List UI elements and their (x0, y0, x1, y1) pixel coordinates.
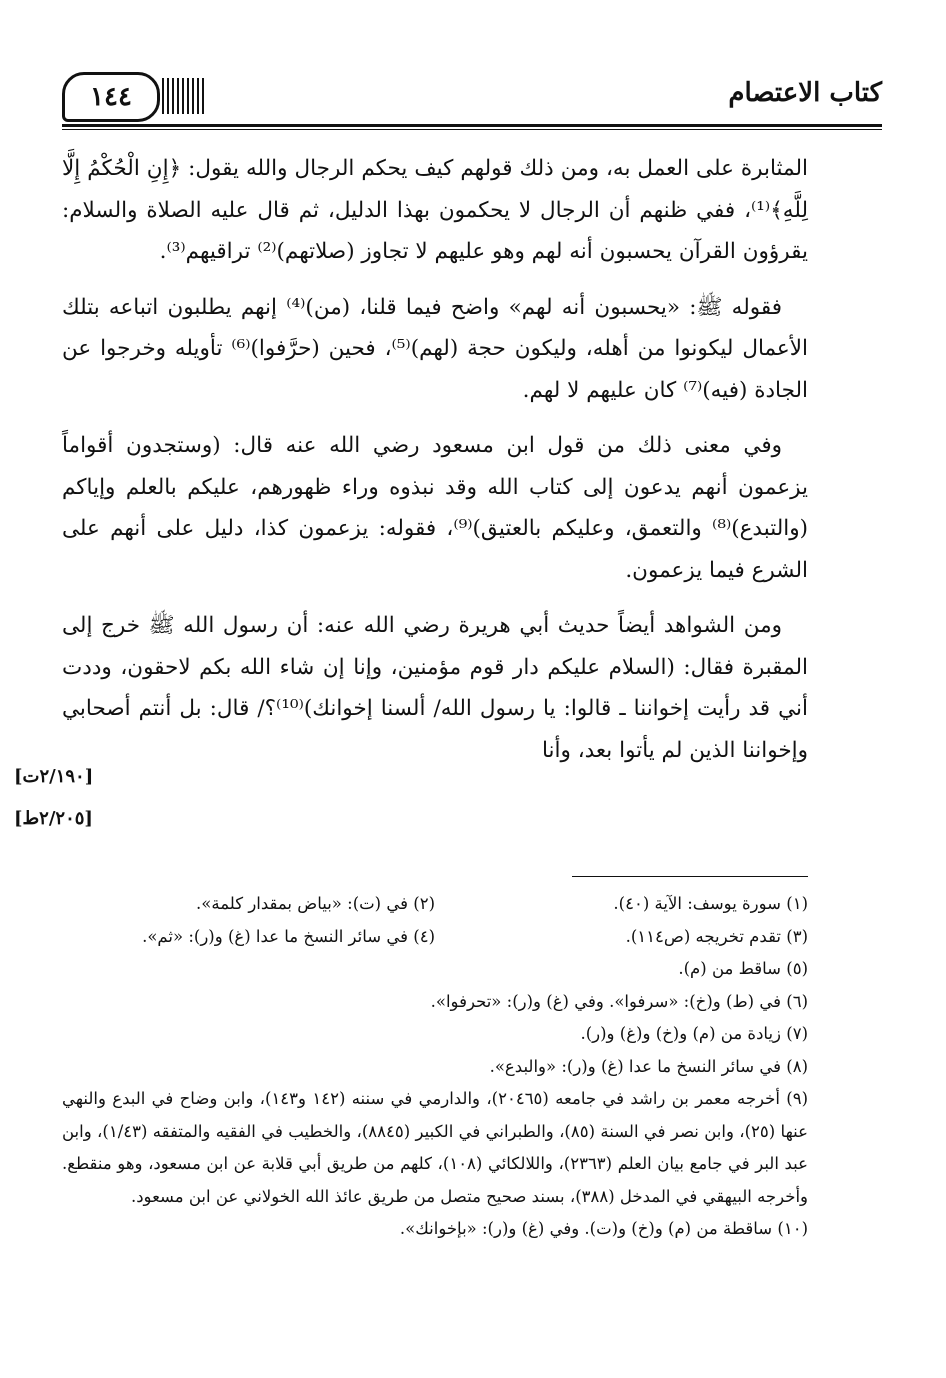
paragraph: المثابرة على العمل به، ومن ذلك قولهم كيف يحكم الرجال والله يقول: ﴿إِنِ الْحُكْمُ إِلَّا لِلَّهِ﴾⁽¹⁾، ففي ظنهم أن الرجال لا يحكمون بهذا الدليل، ثم قال عليه الصلاة والسلام: يقرؤون القرآن يحسبون أنه لهم وهو عليهم لا تجاوز (صلاتهم)⁽²⁾ تراقيهم⁽³⁾. (62, 156, 808, 264)
footnote-row (62, 953, 808, 986)
footnote: (٦) في (ط) و(خ): «سرفوا». وفي (غ) و(ر): «تحرفوا». (430, 991, 808, 1011)
footnote: (١) سورة يوسف: الآية (٤٠). (613, 894, 808, 913)
footnote-row (62, 1018, 808, 1051)
header-ornament (162, 78, 204, 114)
page-number: ١٤٤ (62, 72, 160, 122)
paragraph: وفي معنى ذلك من قول ابن مسعود رضي الله عنه قال: (وستجدون أقواماً يزعمون أنهم يدعون إلى كتاب الله وقد نبذوه وراء ظهورهم، عليكم بالعلم وإياكم (والتبدع)⁽⁸⁾ والتعمق، وعليكم بالعتيق)⁽⁹⁾، فقوله: يزعمون كذا، دليل على أنهم على الشرع فيما يزعمون. (62, 433, 808, 583)
footnotes (62, 888, 808, 1246)
footnote: (٤) في سائر النسخ ما عدا (غ) و(ر): «ثم». (142, 926, 435, 946)
footnote: (٢) في (ت): «بياض بمقدار كلمة». (196, 894, 435, 913)
paragraph: فقوله ﷺ: «يحسبون أنه لهم» واضح فيما قلنا، (من)⁽⁴⁾ إنهم يطلبون اتباعه بتلك الأعمال ليكونوا من أهله، وليكون حجة (لهم)⁽⁵⁾، فحين (حرَّفوا)⁽⁶⁾ تأويله وخرجوا عن الجادة (فيه)⁽⁷⁾ كان عليهم لا لهم. (62, 294, 808, 403)
footnote-row (62, 1213, 808, 1246)
footnote: (٩) أخرجه معمر بن راشد في جامعه (٢٠٤٦٥)، والدارمي في سننه (١٤٢ و١٤٣)، وابن وضاح في البدع والنهي عنها (٢٥)، وابن نصر في السنة (٨٥)، والطبراني في الكبير (٨٨٤٥)، والخطيب في الفقيه والمتفقه (١/٤٣)، وابن عبد البر في جامع بيان العلم (٢٣٦٣)، واللالكائي (١٠٨)، كلهم من طريق أبي قلابة عن ابن مسعود، وهو منقطع. وأخرجه البيهقي في المدخل (٣٨٨)، بسند صحيح متصل من طريق عائذ الله الخولاني عن ابن مسعود. (62, 1089, 809, 1206)
paragraph: ومن الشواهد أيضاً حديث أبي هريرة رضي الله عنه: أن رسول الله ﷺ خرج إلى المقبرة فقال: (السلام عليكم دار قوم مؤمنين، وإنا إن شاء الله بكم لاحقون، وددت أني قد رأيت إخواننا ـ قالوا: يا رسول الله/ ألسنا إخوانك)⁽¹⁰⁾؟/ قال: بل أنتم أصحابي وإخواننا الذين لم يأتوا بعد، وأنا (62, 613, 808, 763)
book-title: كتاب الاعتصام (728, 78, 882, 108)
header-rule-thin (62, 129, 882, 130)
margin-reference: [٢/٢٠٥ط] (14, 808, 93, 829)
footnote-row (62, 888, 808, 921)
footnote-row (62, 1083, 808, 1213)
footnote: (٧) زيادة من (م) و(خ) و(غ) و(ر). (580, 1024, 808, 1043)
footnote-row (62, 921, 808, 954)
margin-reference: [٢/١٩٠ت] (14, 766, 94, 787)
footnote: (٥) ساقط من (م). (678, 959, 808, 978)
header-rule (62, 124, 882, 127)
footnote-row (62, 1051, 808, 1084)
footnote-row (62, 986, 808, 1019)
footnote: (١٠) ساقطة من (م) و(خ) و(ت). وفي (غ) و(ر): «بإخوانك». (399, 1219, 808, 1238)
page-header (62, 72, 882, 124)
footnote: (٨) في سائر النسخ ما عدا (غ) و(ر): «والبدع». (489, 1056, 808, 1076)
footnote: (٣) تقدم تخريجه (ص١١٤). (625, 926, 808, 946)
footnote-separator (572, 876, 808, 877)
main-text (62, 148, 808, 785)
